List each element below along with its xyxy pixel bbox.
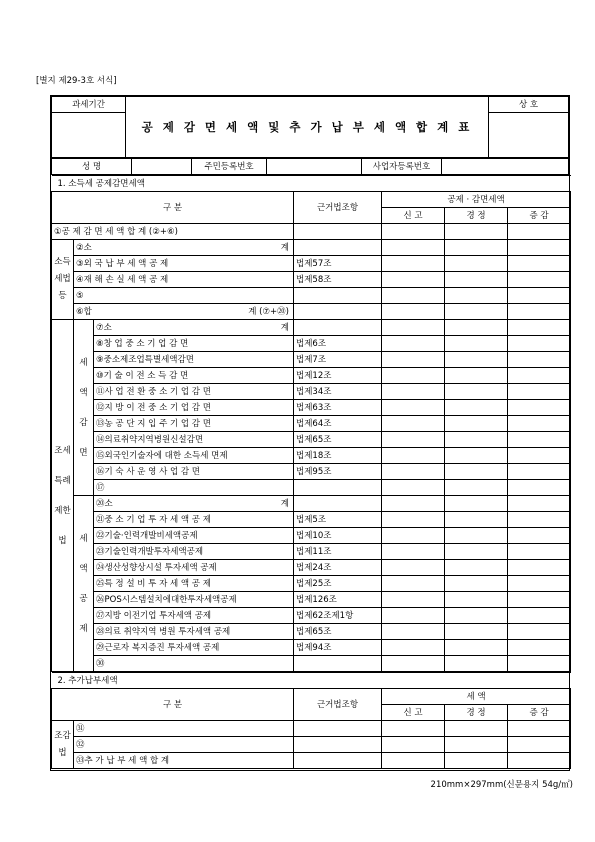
reduction-group-label: 세액감면: [74, 320, 94, 496]
section1-col-item: 구 분: [52, 192, 294, 224]
law-cell[interactable]: 법제65조: [294, 432, 382, 448]
report-cell[interactable]: [382, 544, 445, 560]
law-cell[interactable]: [294, 737, 382, 753]
row-label: [94, 528, 294, 544]
business-no-field[interactable]: [442, 159, 569, 175]
row-label-text: ㉒기술·인력개발비세액공제: [96, 530, 198, 541]
change-cell[interactable]: [508, 721, 571, 737]
report-cell[interactable]: [382, 528, 445, 544]
row-label-text: ⑳소: [96, 498, 113, 509]
correct-cell[interactable]: [445, 737, 508, 753]
row-label-text: ㉙근로자 복지증진 투자세액 공제: [96, 642, 220, 653]
correct-cell[interactable]: [445, 304, 508, 320]
section2-table: [51, 672, 571, 769]
law-cell[interactable]: 법제95조: [294, 464, 382, 480]
row-label: [94, 496, 294, 512]
report-cell[interactable]: [382, 432, 445, 448]
row-label-text: ㉓기술인력개발투자세액공제: [96, 546, 204, 557]
row-label-text: ㉕특 정 설 비 투 자 세 액 공 제: [96, 578, 211, 589]
change-cell[interactable]: [508, 560, 571, 576]
law-cell[interactable]: 법제7조: [294, 352, 382, 368]
section1-col-report: 신 고: [382, 208, 445, 224]
row-label-text: ㉘의료 취약지역 병원 투자세액 공제: [96, 626, 231, 637]
row-label-text: ⑨중소제조업특별세액감면: [96, 354, 194, 365]
change-cell[interactable]: [508, 608, 571, 624]
resident-no-label: 주민등록번호: [192, 159, 267, 175]
correct-cell[interactable]: [445, 640, 508, 656]
law-cell[interactable]: 법제18조: [294, 448, 382, 464]
table-row: [52, 608, 571, 624]
law-cell[interactable]: 법제12조: [294, 368, 382, 384]
report-cell[interactable]: [382, 304, 445, 320]
change-cell[interactable]: [508, 448, 571, 464]
change-cell[interactable]: [508, 464, 571, 480]
row-label: [94, 448, 294, 464]
section2-col-amount: 세 액: [382, 689, 571, 705]
change-cell[interactable]: [508, 288, 571, 304]
report-cell[interactable]: [382, 272, 445, 288]
row-label: [94, 432, 294, 448]
special-tax-group-label: 조세특례제한법: [52, 320, 74, 672]
row-label-text: ㉜: [76, 739, 85, 750]
correct-cell[interactable]: [445, 256, 508, 272]
row-label: [74, 240, 294, 256]
table-row: [52, 416, 571, 432]
correct-cell[interactable]: [445, 608, 508, 624]
row-label-text: ③외 국 납 부 세 액 공 제: [76, 258, 169, 269]
report-cell[interactable]: [382, 624, 445, 640]
row-label: [94, 640, 294, 656]
correct-cell[interactable]: [445, 656, 508, 672]
report-cell[interactable]: [382, 336, 445, 352]
report-cell[interactable]: [382, 656, 445, 672]
total-deduction-label: ①공 제 감 면 세 액 합 계 (②+⑥): [52, 224, 294, 240]
table-row: [52, 624, 571, 640]
row-label-text: ⑥합: [76, 306, 92, 317]
row-label: [94, 368, 294, 384]
name-label: 성 명: [52, 159, 132, 175]
change-cell[interactable]: [508, 528, 571, 544]
change-cell[interactable]: [508, 480, 571, 496]
change-cell[interactable]: [508, 624, 571, 640]
section1-col-law: 근거법조항: [294, 192, 382, 224]
change-cell[interactable]: [508, 432, 571, 448]
form-reference: [별지 제29-3호 서식]: [36, 76, 117, 86]
row-label: [94, 384, 294, 400]
row-label-text: ⑤: [76, 290, 84, 301]
row-label-suffix: 계 (⑦+⑳): [248, 306, 289, 317]
report-cell[interactable]: [382, 400, 445, 416]
name-field[interactable]: [132, 159, 192, 175]
table-row: [52, 272, 571, 288]
law-cell[interactable]: 법제10조: [294, 528, 382, 544]
change-cell[interactable]: [508, 576, 571, 592]
table-row: [52, 721, 571, 737]
law-cell[interactable]: 법제57조: [294, 256, 382, 272]
law-cell[interactable]: 법제24조: [294, 560, 382, 576]
row-label: [94, 464, 294, 480]
form-title: 공 제 감 면 세 액 및 추 가 납 부 세 액 합 계 표: [126, 97, 489, 158]
row-label: [74, 256, 294, 272]
report-cell[interactable]: [382, 448, 445, 464]
section2-col-item: 구 분: [52, 689, 294, 721]
table-row: [52, 320, 571, 336]
law-cell[interactable]: 법제34조: [294, 384, 382, 400]
change-cell[interactable]: [508, 400, 571, 416]
row-label: [94, 592, 294, 608]
report-cell[interactable]: [382, 352, 445, 368]
report-cell[interactable]: [382, 721, 445, 737]
change-cell[interactable]: [508, 512, 571, 528]
correct-cell[interactable]: [445, 560, 508, 576]
table-row: [52, 304, 571, 320]
report-cell[interactable]: [382, 288, 445, 304]
report-cell[interactable]: [382, 560, 445, 576]
row-label: [94, 608, 294, 624]
correct-cell[interactable]: [445, 400, 508, 416]
row-label: [94, 480, 294, 496]
report-cell[interactable]: [382, 512, 445, 528]
row-label: [94, 400, 294, 416]
section2-group-label: 조감법: [52, 721, 74, 769]
business-no-label: 사업자등록번호: [362, 159, 442, 175]
row-label-suffix: 계: [280, 242, 289, 253]
change-cell[interactable]: [508, 737, 571, 753]
change-cell[interactable]: [508, 352, 571, 368]
row-label: [74, 304, 294, 320]
company-label: 상 호: [489, 97, 569, 113]
table-row: [52, 432, 571, 448]
header-table: [51, 96, 569, 158]
report-cell[interactable]: [382, 640, 445, 656]
report-cell[interactable]: [382, 384, 445, 400]
correct-cell[interactable]: [445, 480, 508, 496]
section2-title: 2. 추가납부세액: [52, 673, 571, 689]
change-cell[interactable]: [508, 416, 571, 432]
table-row: [52, 592, 571, 608]
correct-cell[interactable]: [445, 576, 508, 592]
section2-col-law: 근거법조항: [294, 689, 382, 721]
change-cell[interactable]: [508, 272, 571, 288]
table-row: [52, 448, 571, 464]
row-label-text: ⑪사 업 전 환 중 소 기 업 감 면: [96, 386, 211, 397]
row-label: [94, 336, 294, 352]
row-label-text: ⑧창 업 중 소 기 업 감 면: [96, 338, 189, 349]
law-cell[interactable]: 법제25조: [294, 576, 382, 592]
row-label-text: ⑯기 숙 사 운 영 사 업 감 면: [96, 466, 201, 477]
change-cell[interactable]: [508, 656, 571, 672]
change-cell[interactable]: [508, 336, 571, 352]
table-row: [52, 560, 571, 576]
report-cell[interactable]: [382, 240, 445, 256]
correct-cell[interactable]: [445, 592, 508, 608]
law-cell[interactable]: [294, 721, 382, 737]
law-cell[interactable]: [294, 240, 382, 256]
correct-cell[interactable]: [445, 624, 508, 640]
law-cell[interactable]: 법제5조: [294, 512, 382, 528]
correct-cell[interactable]: [445, 753, 508, 769]
table-row: [52, 480, 571, 496]
law-cell[interactable]: [294, 496, 382, 512]
row-label-text: ⑦소: [96, 322, 112, 333]
correct-cell[interactable]: [445, 272, 508, 288]
report-cell[interactable]: [382, 256, 445, 272]
report-cell[interactable]: [382, 576, 445, 592]
row-label-text: ⑰: [96, 482, 105, 493]
row-label: [94, 416, 294, 432]
section1-col-change: 증 감: [508, 208, 571, 224]
row-label: [94, 576, 294, 592]
identity-table: [51, 158, 569, 175]
section1-col-amount: 공제 · 감면세액: [382, 192, 571, 208]
table-row: [52, 496, 571, 512]
section1-table: [51, 175, 571, 672]
section1-title: 1. 소득세 공제감면세액: [52, 176, 571, 192]
row-label-text: ㉖POS시스템설치에대한투자세액공제: [96, 594, 237, 605]
change-cell[interactable]: [508, 384, 571, 400]
correct-cell[interactable]: [445, 368, 508, 384]
change-cell[interactable]: [508, 240, 571, 256]
section2-col-correct: 경 정: [445, 705, 508, 721]
row-label-suffix: 계: [280, 498, 289, 509]
correct-cell[interactable]: [445, 416, 508, 432]
report-cell[interactable]: [382, 753, 445, 769]
table-row: [52, 368, 571, 384]
report-cell[interactable]: [382, 592, 445, 608]
table-row: [52, 464, 571, 480]
correct-cell[interactable]: [445, 352, 508, 368]
row-label-text: ⑮외국인기술자에 대한 소득세 면제: [96, 450, 228, 461]
table-row: [52, 528, 571, 544]
tax-period-label: 과세기간: [52, 97, 126, 113]
law-cell[interactable]: [294, 480, 382, 496]
correct-cell[interactable]: [445, 432, 508, 448]
row-label-suffix: 계: [280, 322, 289, 333]
report-cell[interactable]: [382, 496, 445, 512]
table-row: [52, 240, 571, 256]
law-cell[interactable]: [294, 656, 382, 672]
change-cell[interactable]: [508, 304, 571, 320]
law-cell[interactable]: [294, 288, 382, 304]
row-label: [74, 721, 294, 737]
report-cell[interactable]: [382, 368, 445, 384]
change-cell[interactable]: [508, 320, 571, 336]
correct-cell[interactable]: [445, 336, 508, 352]
table-row: [52, 753, 571, 769]
change-cell[interactable]: [508, 256, 571, 272]
change-cell[interactable]: [508, 592, 571, 608]
form-sheet: [50, 95, 570, 771]
law-cell[interactable]: 법제11조: [294, 544, 382, 560]
law-cell[interactable]: 법제126조: [294, 592, 382, 608]
correct-cell[interactable]: [445, 512, 508, 528]
correct-cell[interactable]: [445, 464, 508, 480]
correct-cell[interactable]: [445, 240, 508, 256]
law-cell[interactable]: 법제62조제1항: [294, 608, 382, 624]
correct-cell[interactable]: [445, 528, 508, 544]
law-cell[interactable]: 법제63조: [294, 400, 382, 416]
correct-cell[interactable]: [445, 721, 508, 737]
row-label: [74, 753, 294, 769]
row-label: [74, 272, 294, 288]
table-row: [52, 336, 571, 352]
table-row: [52, 544, 571, 560]
law-cell[interactable]: 법제6조: [294, 336, 382, 352]
law-cell[interactable]: 법제65조: [294, 624, 382, 640]
row-label-text: ⑬농 공 단 지 입 주 기 업 감 면: [96, 418, 211, 429]
law-cell[interactable]: [294, 304, 382, 320]
table-row: [52, 656, 571, 672]
row-label-text: ②소: [76, 242, 92, 253]
law-cell[interactable]: 법제94조: [294, 640, 382, 656]
section1-col-correct: 경 정: [445, 208, 508, 224]
table-row: [52, 737, 571, 753]
law-cell[interactable]: [294, 320, 382, 336]
row-label-text: ㉑중 소 기 업 투 자 세 액 공 제: [96, 514, 211, 525]
change-cell[interactable]: [508, 753, 571, 769]
change-cell[interactable]: [508, 640, 571, 656]
report-cell[interactable]: [382, 416, 445, 432]
row-label: [94, 352, 294, 368]
tax-period-field[interactable]: [52, 113, 126, 158]
row-label: [94, 320, 294, 336]
table-row: [52, 400, 571, 416]
row-label-text: ㉝추 가 납 부 세 액 합 계: [76, 755, 170, 766]
row-label-text: ㉔생산성향상시설 투자세액 공제: [96, 562, 217, 573]
correct-cell[interactable]: [445, 224, 508, 240]
report-cell[interactable]: [382, 737, 445, 753]
row-label: [94, 656, 294, 672]
correct-cell[interactable]: [445, 288, 508, 304]
row-label-text: ⑩기 술 이 전 소 득 감 면: [96, 370, 189, 381]
report-cell[interactable]: [382, 224, 445, 240]
row-label: [94, 544, 294, 560]
table-row: [52, 256, 571, 272]
table-row: [52, 288, 571, 304]
table-row: [52, 576, 571, 592]
table-row: [52, 352, 571, 368]
row-label-text: ㉗지방 이전기업 투자세액 공제: [96, 610, 212, 621]
row-label: [94, 512, 294, 528]
row-label: [74, 737, 294, 753]
paper-size-note: 210mm×297mm(신문용지 54g/㎡): [430, 780, 573, 790]
law-cell[interactable]: [294, 224, 382, 240]
row-label: [94, 624, 294, 640]
row-label-text: ㉛: [76, 723, 85, 734]
row-label-text: ④재 해 손 실 세 액 공 제: [76, 274, 169, 285]
income-tax-law-group-label: 소득세법등: [52, 240, 74, 320]
section2-col-report: 신 고: [382, 705, 445, 721]
row-label: [74, 288, 294, 304]
change-cell[interactable]: [508, 496, 571, 512]
table-row: [52, 384, 571, 400]
report-cell[interactable]: [382, 608, 445, 624]
total-deduction-row: [52, 224, 571, 240]
table-row: [52, 512, 571, 528]
report-cell[interactable]: [382, 464, 445, 480]
law-cell[interactable]: 법제58조: [294, 272, 382, 288]
correct-cell[interactable]: [445, 448, 508, 464]
report-cell[interactable]: [382, 480, 445, 496]
correct-cell[interactable]: [445, 384, 508, 400]
row-label-text: ⑫지 방 이 전 중 소 기 업 감 면: [96, 402, 211, 413]
table-row: [52, 640, 571, 656]
resident-no-field[interactable]: [267, 159, 362, 175]
law-cell[interactable]: 법제64조: [294, 416, 382, 432]
credit-group-label: 세액공제: [74, 496, 94, 672]
row-label-text: ㉚: [96, 658, 105, 669]
correct-cell[interactable]: [445, 544, 508, 560]
report-cell[interactable]: [382, 320, 445, 336]
law-cell[interactable]: [294, 753, 382, 769]
company-field[interactable]: [489, 113, 569, 158]
change-cell[interactable]: [508, 224, 571, 240]
row-label: [94, 560, 294, 576]
change-cell[interactable]: [508, 544, 571, 560]
row-label-text: ⑭의료취약지역병원신설감면: [96, 434, 204, 445]
section2-col-change: 증 감: [508, 705, 571, 721]
change-cell[interactable]: [508, 368, 571, 384]
correct-cell[interactable]: [445, 496, 508, 512]
correct-cell[interactable]: [445, 320, 508, 336]
